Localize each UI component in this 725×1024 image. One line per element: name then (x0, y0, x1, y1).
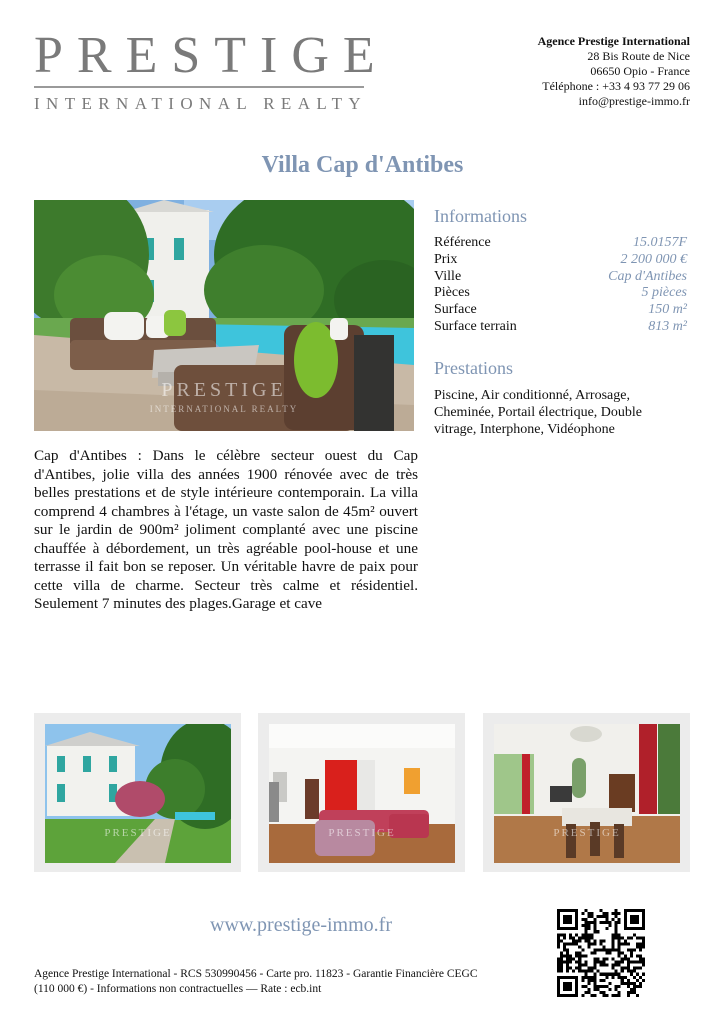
qr-code-icon (557, 909, 645, 997)
agency-phone: Téléphone : +33 4 93 77 29 06 (542, 79, 690, 93)
agency-address-line2: 06650 Opio - France (590, 64, 690, 78)
thumbnail-watermark: PRESTIGE (328, 827, 396, 839)
legal-footer (34, 967, 504, 997)
info-label: Référence (434, 235, 491, 250)
legal-footer-line2: (110 000 €) - Informations non contractuelles — Rate : ecb.int (34, 983, 322, 995)
info-label: Pièces (434, 285, 470, 301)
thumbnail-watermark: PRESTIGE (104, 827, 172, 839)
prestations-section (434, 358, 684, 438)
agency-contact (538, 34, 690, 109)
thumbnail-living-room[interactable] (258, 713, 465, 872)
agency-name: Agence Prestige International (537, 34, 690, 48)
thumbnail-watermark: PRESTIGE (553, 827, 621, 839)
info-value: 2 200 000 € (620, 251, 687, 267)
info-row-reference (434, 235, 687, 252)
thumbnail-villa-exterior[interactable] (34, 713, 241, 872)
info-row-city (434, 269, 687, 286)
logo-sub-text: INTERNATIONAL REALTY (34, 94, 368, 113)
thumbnail-image (45, 724, 231, 863)
info-row-price (434, 252, 687, 269)
thumbnail-dining-room[interactable] (483, 713, 690, 872)
prestations-list: Piscine, Air conditionné, Arrosage, Cheminée, Portail électrique, Double vitrage, Interphone, Vidéophone (434, 388, 642, 437)
info-value: 150 m² (648, 302, 687, 318)
logo-divider (34, 86, 364, 88)
prestations-title: Prestations (434, 358, 513, 378)
thumbnail-image (494, 724, 680, 863)
thumbnail-image (269, 724, 455, 863)
main-photo-watermark-sub: INTERNATIONAL REALTY (149, 404, 299, 414)
agency-address-line1: 28 Bis Route de Nice (587, 49, 690, 63)
property-description: Cap d'Antibes : Dans le célèbre secteur ouest du Cap d'Antibes, jolie villa des années 1900 rénovée avec de très belles prestations et de style intérieure contemporain. La villa comprend 4 chambres à l'étage, un vaste salon de 45m² ouvert sur le jardin de 900m² joliment complanté avec une piscine chauffée à débordement, un très agréable pool-house et une terrasse il fait bon se reposer. Un véritable havre de paix pour cette villa de charme. Secteur très calme et résidentiel. Seulement 7 minutes des plages.Garage et cave (34, 447, 418, 612)
informations-section (434, 206, 687, 336)
logo-main-text: PRESTIGE (34, 27, 389, 84)
website-link[interactable]: www.prestige-immo.fr (210, 914, 392, 936)
info-row-land-surface (434, 319, 687, 336)
info-row-surface (434, 302, 687, 319)
agency-email[interactable]: info@prestige-immo.fr (578, 94, 690, 108)
info-label: Ville (434, 268, 462, 284)
agency-logo (34, 27, 389, 114)
info-value: Cap d'Antibes (608, 268, 687, 284)
info-value: 813 m² (648, 318, 687, 334)
info-label: Surface (434, 302, 477, 318)
info-value: 15.0157F (632, 235, 687, 250)
info-label: Surface terrain (434, 318, 517, 334)
info-row-rooms (434, 285, 687, 302)
info-label: Prix (434, 251, 458, 267)
informations-title: Informations (434, 206, 527, 226)
main-photo-pool-terrace (34, 200, 414, 431)
legal-footer-line1: Agence Prestige International - RCS 530990456 - Carte pro. 11823 - Garantie Financière CEGC (34, 968, 478, 980)
page-title: Villa Cap d'Antibes (261, 152, 464, 178)
main-photo-watermark: PRESTIGE (161, 379, 287, 401)
info-value: 5 pièces (641, 285, 687, 301)
